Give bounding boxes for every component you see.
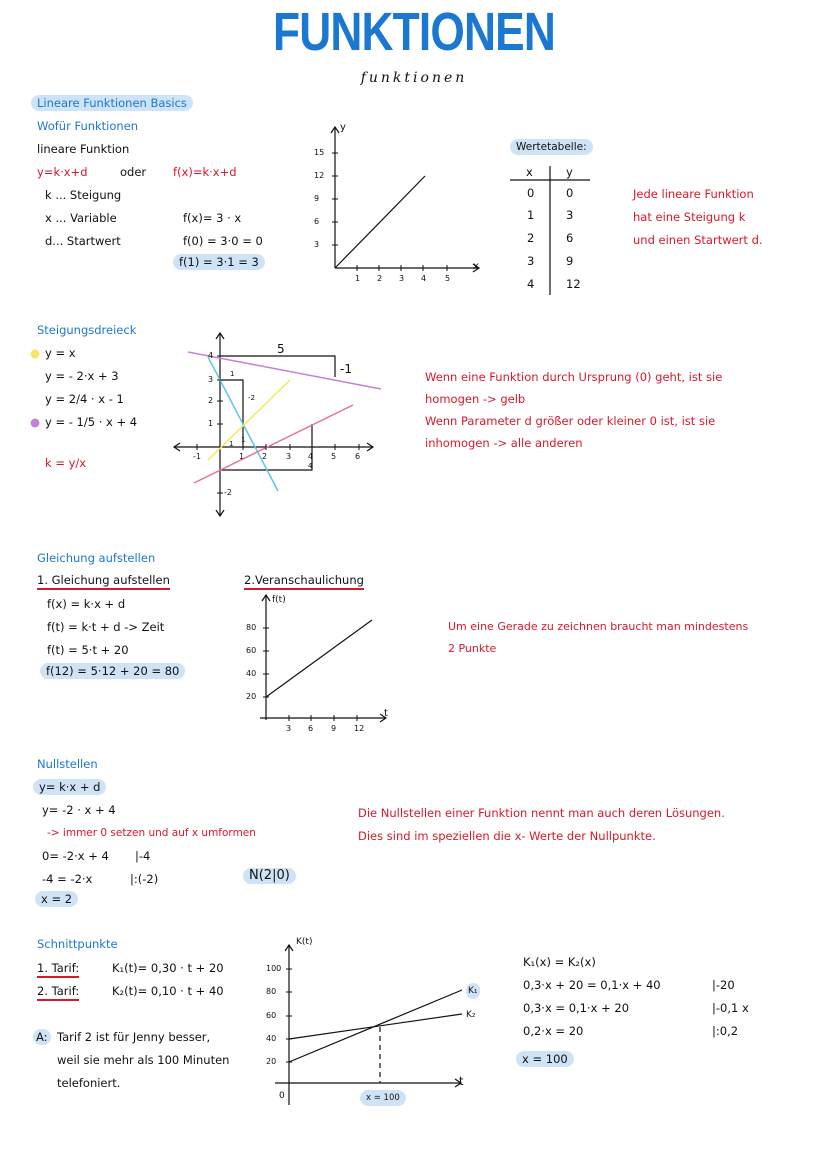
def-k: k ... Steigung [45, 188, 122, 202]
y-tick-label: 20 [266, 1057, 277, 1066]
table-header-y: y [566, 165, 573, 179]
triangle-label: 5 [277, 342, 285, 356]
equation-line: f(t) = k·t + d -> Zeit [47, 620, 165, 634]
y-tick-label: 9 [314, 194, 320, 203]
line-5t-20 [266, 620, 372, 697]
table-cell-x: 1 [527, 208, 535, 222]
zeros-hint: -> immer 0 setzen und auf x umformen [47, 827, 256, 839]
x-tick-label: 6 [355, 452, 361, 461]
y-tick-label: 2 [208, 396, 214, 405]
table-cell-x: 3 [527, 254, 535, 268]
triangle-label: -2 [248, 394, 255, 402]
x-tick-label: 2 [262, 452, 268, 461]
tarif-1-label: 1. Tarif: [37, 960, 79, 978]
calc-operation: |:0,2 [712, 1024, 739, 1038]
table-cell-y: 3 [566, 208, 574, 222]
example-1: f(x)= 3 · x [183, 211, 242, 225]
y-tick-label: 1 [208, 419, 214, 428]
equation-2: y = - 2·x + 3 [45, 369, 119, 383]
table-cell-x: 4 [527, 277, 535, 291]
answer-line: weil sie mehr als 100 Minuten [57, 1053, 230, 1067]
equation-line: f(t) = 5·t + 20 [47, 643, 129, 657]
y-tick-label: 4 [208, 351, 214, 360]
line-k2 [289, 1014, 462, 1039]
note-line: inhomogen -> alle anderen [425, 436, 583, 450]
x-tick-label: 6 [308, 724, 314, 733]
table-cell-x: 2 [527, 231, 535, 245]
zeros-step-1: 0= -2·x + 4 [42, 849, 109, 863]
x-tick-label: -1 [193, 452, 201, 461]
calc-equation: K₁(x) = K₂(x) [523, 955, 596, 969]
g1-y-label: y [340, 122, 346, 133]
g3-y-label: f(t) [272, 595, 286, 605]
y-tick-label: 100 [266, 964, 282, 973]
g4-origin: 0 [279, 1091, 285, 1101]
equation-1: y = x [45, 346, 76, 360]
section-heading-zeros: Nullstellen [37, 757, 98, 771]
x-tick-label: 3 [399, 274, 405, 283]
table-cell-y: 0 [566, 186, 574, 200]
section-heading-basics: Lineare Funktionen Basics [31, 95, 193, 111]
k-formula: k = y/x [45, 456, 87, 470]
answer-line: telefoniert. [57, 1076, 121, 1090]
x-tick-label: 3 [286, 724, 292, 733]
x-tick-label: 3 [286, 452, 292, 461]
section-heading-equation: Gleichung aufstellen [37, 551, 156, 565]
y-tick-label: 20 [246, 692, 257, 701]
triangle-label: -1 [340, 362, 352, 376]
x-tick-label: 1 [239, 452, 245, 461]
table-header-x: x [526, 165, 533, 179]
note-line: und einen Startwert d. [633, 233, 763, 247]
equation-4: y = - 1/5 · x + 4 [45, 415, 138, 429]
y-tick-label: 3 [208, 375, 214, 384]
or-text: oder [120, 165, 147, 179]
triangle-label: 1 [241, 436, 246, 444]
y-tick-label: 60 [266, 1011, 277, 1020]
page-title: FUNKTIONEN [272, 2, 556, 62]
equation-3: y = 2/4 · x - 1 [45, 392, 124, 406]
zeros-op-1: |-4 [135, 849, 151, 863]
y-tick-label: 15 [314, 148, 325, 157]
note-line: 2 Punkte [448, 642, 497, 655]
yellow-dot-icon: ● [30, 346, 41, 360]
step-2-heading: 2.Veranschaulichung [244, 572, 364, 590]
x-tick-label: 5 [445, 274, 451, 283]
calc-equation: 0,3·x + 20 = 0,1·x + 40 [523, 978, 661, 992]
note-line: Wenn eine Funktion durch Ursprung (0) geht, ist sie [425, 370, 723, 384]
y-tick-label: 40 [246, 669, 257, 678]
y-tick-label: 80 [246, 623, 257, 632]
title-handwriting: funktionen [360, 70, 468, 86]
tarif-1-formula: K₁(t)= 0,30 · t + 20 [112, 961, 224, 975]
y-tick-label: 40 [266, 1034, 277, 1043]
formula-fx: f(x)=k·x+d [173, 165, 237, 179]
step-1-heading: 1. Gleichung aufstellen [37, 572, 170, 590]
g3-x-label: t [384, 708, 388, 719]
line-pink [194, 405, 353, 483]
calc-equation: 0,3·x = 0,1·x + 20 [523, 1001, 630, 1015]
x-marker: x = 100 [360, 1090, 406, 1106]
calc-equation: 0,2·x = 20 [523, 1024, 584, 1038]
graph-intersect [275, 945, 462, 1105]
table-cell-y: 12 [566, 277, 581, 291]
zeros-result: x = 2 [35, 891, 78, 907]
example-3: f(1) = 3·1 = 3 [173, 254, 265, 270]
note-line: Dies sind im speziellen die x- Werte der Nullpunkte. [358, 829, 656, 843]
label-linear-function: lineare Funktion [37, 142, 130, 156]
equation-line: f(x) = k·x + d [47, 597, 126, 611]
triangle-label: 1 [230, 370, 235, 378]
line-f-3x [335, 176, 425, 268]
def-x: x ... Variable [45, 211, 117, 225]
g4-y-label: K(t) [296, 937, 313, 947]
y-tick-label: 12 [314, 171, 325, 180]
note-line: hat eine Steigung k [633, 210, 746, 224]
graph-equation [260, 595, 386, 722]
example-2: f(0) = 3·0 = 0 [183, 234, 263, 248]
x-tick-label: 1 [355, 274, 361, 283]
x-tick-label: 5 [331, 452, 337, 461]
g1-x-label: x [473, 261, 479, 272]
y-tick-label: 3 [314, 240, 320, 249]
y-tick-label: 80 [266, 987, 277, 996]
k2-label: K₂ [466, 1010, 476, 1020]
g4-x-label: t [459, 1074, 464, 1088]
x-tick-label: 9 [331, 724, 337, 733]
zeros-step-2: -4 = -2·x [42, 872, 93, 886]
answer-marker: A: [33, 1029, 51, 1045]
graph-linear [331, 127, 479, 272]
note-line: homogen -> gelb [425, 392, 526, 406]
note-line: Um eine Gerade zu zeichnen braucht man mindestens [448, 620, 749, 633]
subheading: Wofür Funktionen [37, 119, 139, 133]
table-cell-y: 6 [566, 231, 574, 245]
triangle-label: 1 [229, 440, 234, 448]
triangle-purple [220, 356, 335, 377]
calc-operation: |-0,1 x [712, 1001, 749, 1015]
tarif-2-formula: K₂(t)= 0,10 · t + 40 [112, 984, 224, 998]
note-line: Wenn Parameter d größer oder kleiner 0 ist, ist sie [425, 414, 716, 428]
triangle-label: 4 [308, 462, 313, 470]
zero-point: N(2|0) [243, 868, 296, 884]
k1-label: K₁ [466, 983, 480, 999]
zeros-example: y= -2 · x + 4 [42, 803, 116, 817]
x-tick-label: 4 [308, 452, 314, 461]
table-title: Wertetabelle: [510, 139, 593, 155]
x-tick-label: 12 [354, 724, 365, 733]
equation-result: f(12) = 5·12 + 20 = 80 [40, 663, 185, 679]
zeros-op-2: |:(-2) [130, 872, 159, 886]
zeros-general: y= k·x + d [33, 779, 106, 795]
x-tick-label: 2 [377, 274, 383, 283]
table-cell-x: 0 [527, 186, 535, 200]
y-tick-label: -2 [224, 488, 232, 497]
note-line: Jede lineare Funktion [633, 187, 754, 201]
answer-line: Tarif 2 ist für Jenny besser, [57, 1030, 211, 1044]
table-cell-y: 9 [566, 254, 574, 268]
note-line: Die Nullstellen einer Funktion nennt man auch deren Lösungen. [358, 806, 725, 820]
intersect-result: x = 100 [516, 1051, 574, 1067]
y-tick-label: 6 [314, 217, 320, 226]
line-purple [188, 352, 381, 389]
tarif-2-label: 2. Tarif: [37, 983, 79, 1001]
y-tick-label: 60 [246, 646, 257, 655]
formula-y: y=k·x+d [37, 165, 88, 179]
section-heading-slope: Steigungsdreieck [37, 323, 137, 337]
section-heading-intersect: Schnittpunkte [37, 937, 118, 951]
calc-operation: |-20 [712, 978, 735, 992]
purple-dot-icon: ● [30, 415, 41, 429]
def-d: d... Startwert [45, 234, 121, 248]
x-tick-label: 4 [421, 274, 427, 283]
